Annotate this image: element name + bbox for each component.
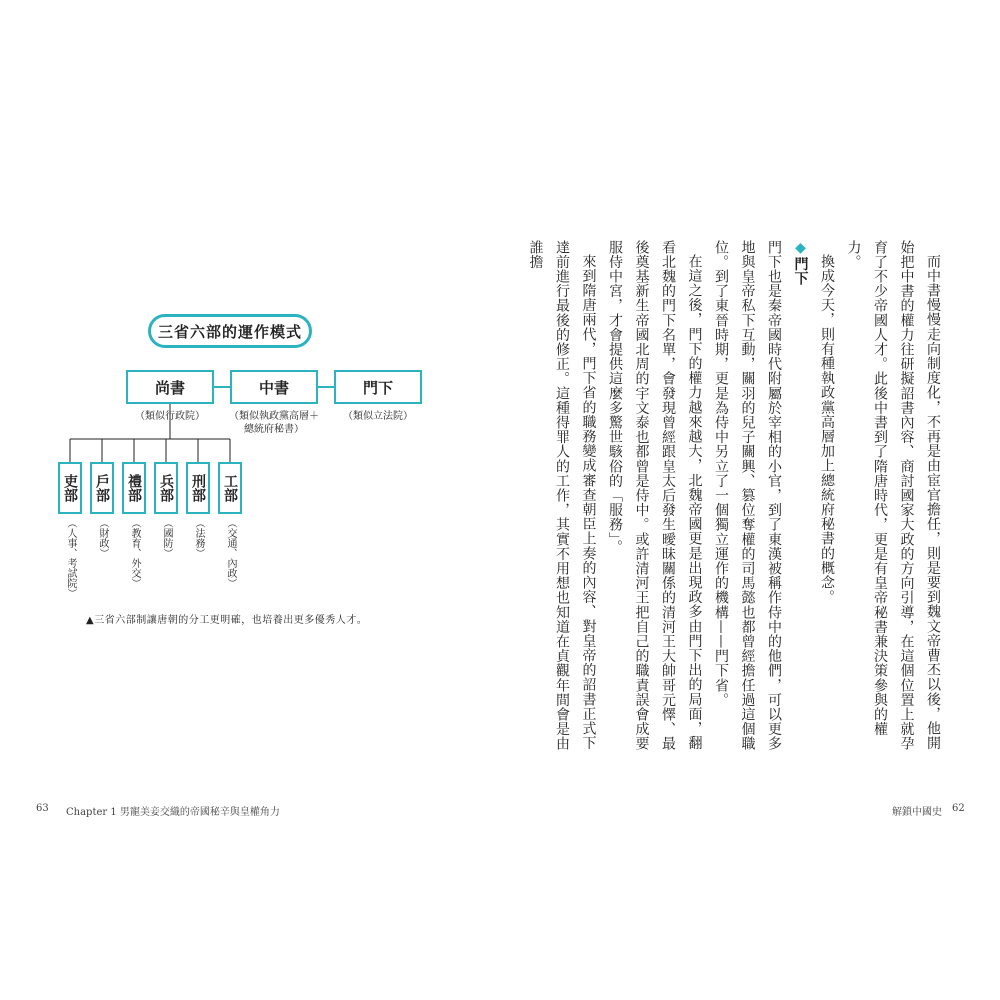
diagram-title: 三省六部的運作模式 (148, 314, 312, 348)
box-libu-personnel: 吏部 (58, 462, 82, 514)
note-zhongshu: （類似執政黨高層＋總統府秘書） (229, 411, 319, 435)
left-running-head: Chapter 1 男寵美妾交織的帝國秘辛與皇權角力 (66, 807, 280, 818)
note-shangshu: （類似行政院） (135, 411, 205, 422)
section-title: 門下 (792, 256, 809, 286)
box-bingbu-war: 兵部 (154, 462, 178, 514)
paragraph-5: 來到隋唐兩代，門下省的職務變成審查朝臣上奏的內容、對皇帝的詔書正式下達前進行最後的修正。這種得罪人的工作，其實不用想也知道在貞觀年間會是由誰擔 (527, 240, 597, 751)
note-gongbu-works: （交通、內政） (225, 518, 236, 588)
note-libu-rites: （教育、外交） (129, 518, 140, 588)
paragraph-3: 門下也是秦帝國時代附屬於宰相的小官，到了東漢被稱作侍中的他們，可以更多地與皇帝私下互動，關羽的兒子關興、篡位奪權的司馬懿也都曾經擔任過這個職位。到了東晉時期，更是為侍中另立了一個獨立運作的機構——門下省。 (713, 240, 782, 751)
box-gongbu-works: 工部 (218, 462, 242, 514)
paragraph-1: 而中書慢慢走向制度化，不再是由宦官擔任，則是要到魏文帝曹丕以後，他開始把中書的權力往研擬詔書內容、商討國家大政的方向引導，在這個位置上就孕育了不少帝國人才。此後中書到了隋唐時代，更是有皇帝秘書兼決策參與的權力。 (845, 240, 941, 751)
paragraph-2: 換成今天，則有種執政黨高層加上總統府秘書的概念。 (819, 254, 835, 605)
box-hubu-revenue: 戶部 (90, 462, 114, 514)
diagram-caption: ▲三省六部制讓唐朝的分工更明確，也培養出更多優秀人才。 (86, 615, 368, 626)
section-heading (787, 240, 814, 760)
right-running-head: 解鎖中國史 (892, 807, 942, 818)
box-menxia: 門下 (334, 370, 422, 404)
box-xingbu-justice: 刑部 (186, 462, 210, 514)
note-libu-personnel: （人事、考試院） (65, 518, 76, 598)
note-xingbu-justice: （法務） (193, 518, 204, 558)
right-page-body (527, 240, 946, 760)
note-menxia: （類似立法院） (343, 411, 413, 422)
note-bingbu-war: （國防） (161, 518, 172, 558)
box-libu-rites: 禮部 (122, 462, 146, 514)
note-hubu-revenue: （財政） (97, 518, 108, 558)
paragraph-4: 在這之後，門下的權力越來越大，北魏帝國更是出現政多由門下出的局面，翻看北魏的門下名單，會發現曾經跟皇太后發生曖昧關係的清河王大帥哥元懌、最後奠基新生帝國北周的宇文泰也都曾是侍中。或許清河王把自己的職責誤會成要服侍中宮，才會提供這麼多驚世駭俗的「服務」。 (607, 240, 703, 751)
left-page-number: 63 (36, 803, 49, 814)
box-shangshu: 尚書 (126, 370, 214, 404)
diamond-icon: ◆ (792, 240, 809, 257)
right-page-number: 62 (952, 803, 965, 814)
box-zhongshu: 中書 (230, 370, 318, 404)
